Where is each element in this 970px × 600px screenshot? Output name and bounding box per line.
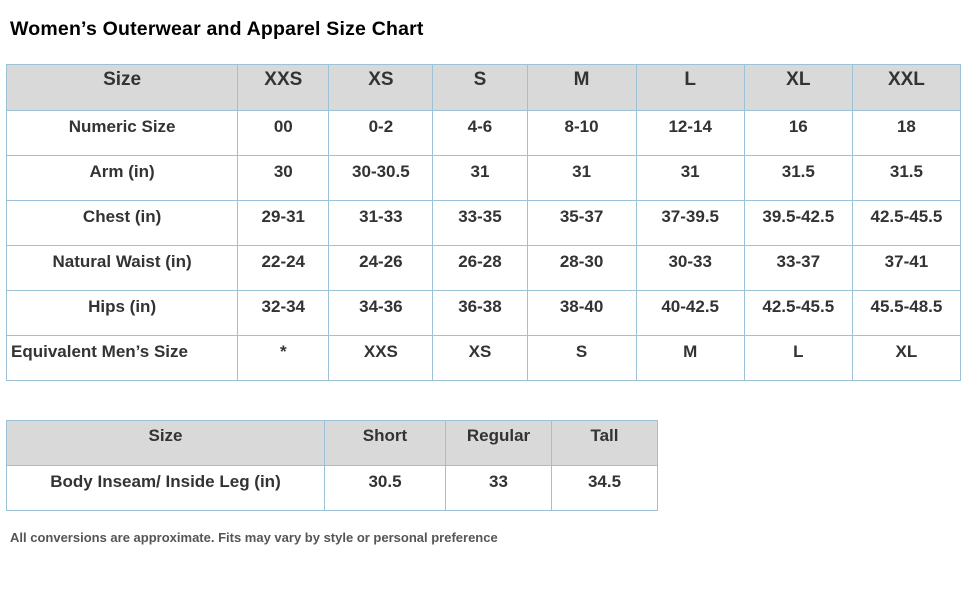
table-cell: 42.5-45.5: [744, 291, 852, 336]
page-title: Women’s Outerwear and Apparel Size Chart: [10, 18, 424, 40]
row-label: Chest (in): [7, 201, 238, 246]
table-row: [7, 246, 961, 291]
table-cell: L: [744, 336, 852, 381]
table-header-row: [7, 421, 658, 466]
table-row: [7, 156, 961, 201]
table-cell: 38-40: [527, 291, 636, 336]
header-cell: Tall: [552, 421, 658, 466]
table-cell: 26-28: [433, 246, 527, 291]
header-cell: S: [433, 65, 527, 111]
table-cell: 30.5: [325, 466, 446, 511]
table-row: [7, 201, 961, 246]
table-cell: 45.5-48.5: [852, 291, 960, 336]
table-cell: 34-36: [329, 291, 433, 336]
row-label: Numeric Size: [7, 111, 238, 156]
table-cell: 37-39.5: [636, 201, 744, 246]
table-cell: 31-33: [329, 201, 433, 246]
table-cell: 32-34: [238, 291, 329, 336]
row-label: Body Inseam/ Inside Leg (in): [7, 466, 325, 511]
table-cell: XL: [852, 336, 960, 381]
table-cell: 36-38: [433, 291, 527, 336]
footnote: All conversions are approximate. Fits may vary by style or personal preference: [10, 530, 498, 545]
table-cell: 22-24: [238, 246, 329, 291]
table-cell: 31.5: [744, 156, 852, 201]
table-header-row: [7, 65, 961, 111]
row-label: Hips (in): [7, 291, 238, 336]
header-cell: L: [636, 65, 744, 111]
row-label: Natural Waist (in): [7, 246, 238, 291]
header-cell: Regular: [446, 421, 552, 466]
table-cell: 31: [433, 156, 527, 201]
table-cell: 31.5: [852, 156, 960, 201]
table-cell: 33-35: [433, 201, 527, 246]
table-cell: 30: [238, 156, 329, 201]
table-row: [7, 336, 961, 381]
header-cell: XXS: [238, 65, 329, 111]
row-label: Arm (in): [7, 156, 238, 201]
table-cell: 34.5: [552, 466, 658, 511]
table-cell: M: [636, 336, 744, 381]
header-cell: XS: [329, 65, 433, 111]
table-cell: 31: [527, 156, 636, 201]
header-cell: M: [527, 65, 636, 111]
table-cell: 33: [446, 466, 552, 511]
table-cell: 4-6: [433, 111, 527, 156]
table-cell: 35-37: [527, 201, 636, 246]
table-cell: *: [238, 336, 329, 381]
table-cell: 42.5-45.5: [852, 201, 960, 246]
table-cell: 30-33: [636, 246, 744, 291]
table-row: [7, 466, 658, 511]
table-cell: 29-31: [238, 201, 329, 246]
table-cell: XXS: [329, 336, 433, 381]
header-cell: Size: [7, 65, 238, 111]
inseam-table: [6, 420, 658, 511]
table-cell: 16: [744, 111, 852, 156]
header-cell: Short: [325, 421, 446, 466]
table-cell: 30-30.5: [329, 156, 433, 201]
table-cell: 40-42.5: [636, 291, 744, 336]
table-cell: 24-26: [329, 246, 433, 291]
table-cell: 8-10: [527, 111, 636, 156]
size-chart-table: [6, 64, 961, 381]
table-row: [7, 291, 961, 336]
table-cell: 00: [238, 111, 329, 156]
table-cell: 28-30: [527, 246, 636, 291]
table-cell: 0-2: [329, 111, 433, 156]
table-cell: 33-37: [744, 246, 852, 291]
table-cell: 18: [852, 111, 960, 156]
table-row: [7, 111, 961, 156]
header-cell: XXL: [852, 65, 960, 111]
table-cell: S: [527, 336, 636, 381]
table-cell: 12-14: [636, 111, 744, 156]
header-cell: XL: [744, 65, 852, 111]
table-cell: XS: [433, 336, 527, 381]
table-cell: 39.5-42.5: [744, 201, 852, 246]
header-cell: Size: [7, 421, 325, 466]
row-label: Equivalent Men’s Size: [7, 336, 238, 381]
table-cell: 37-41: [852, 246, 960, 291]
table-cell: 31: [636, 156, 744, 201]
